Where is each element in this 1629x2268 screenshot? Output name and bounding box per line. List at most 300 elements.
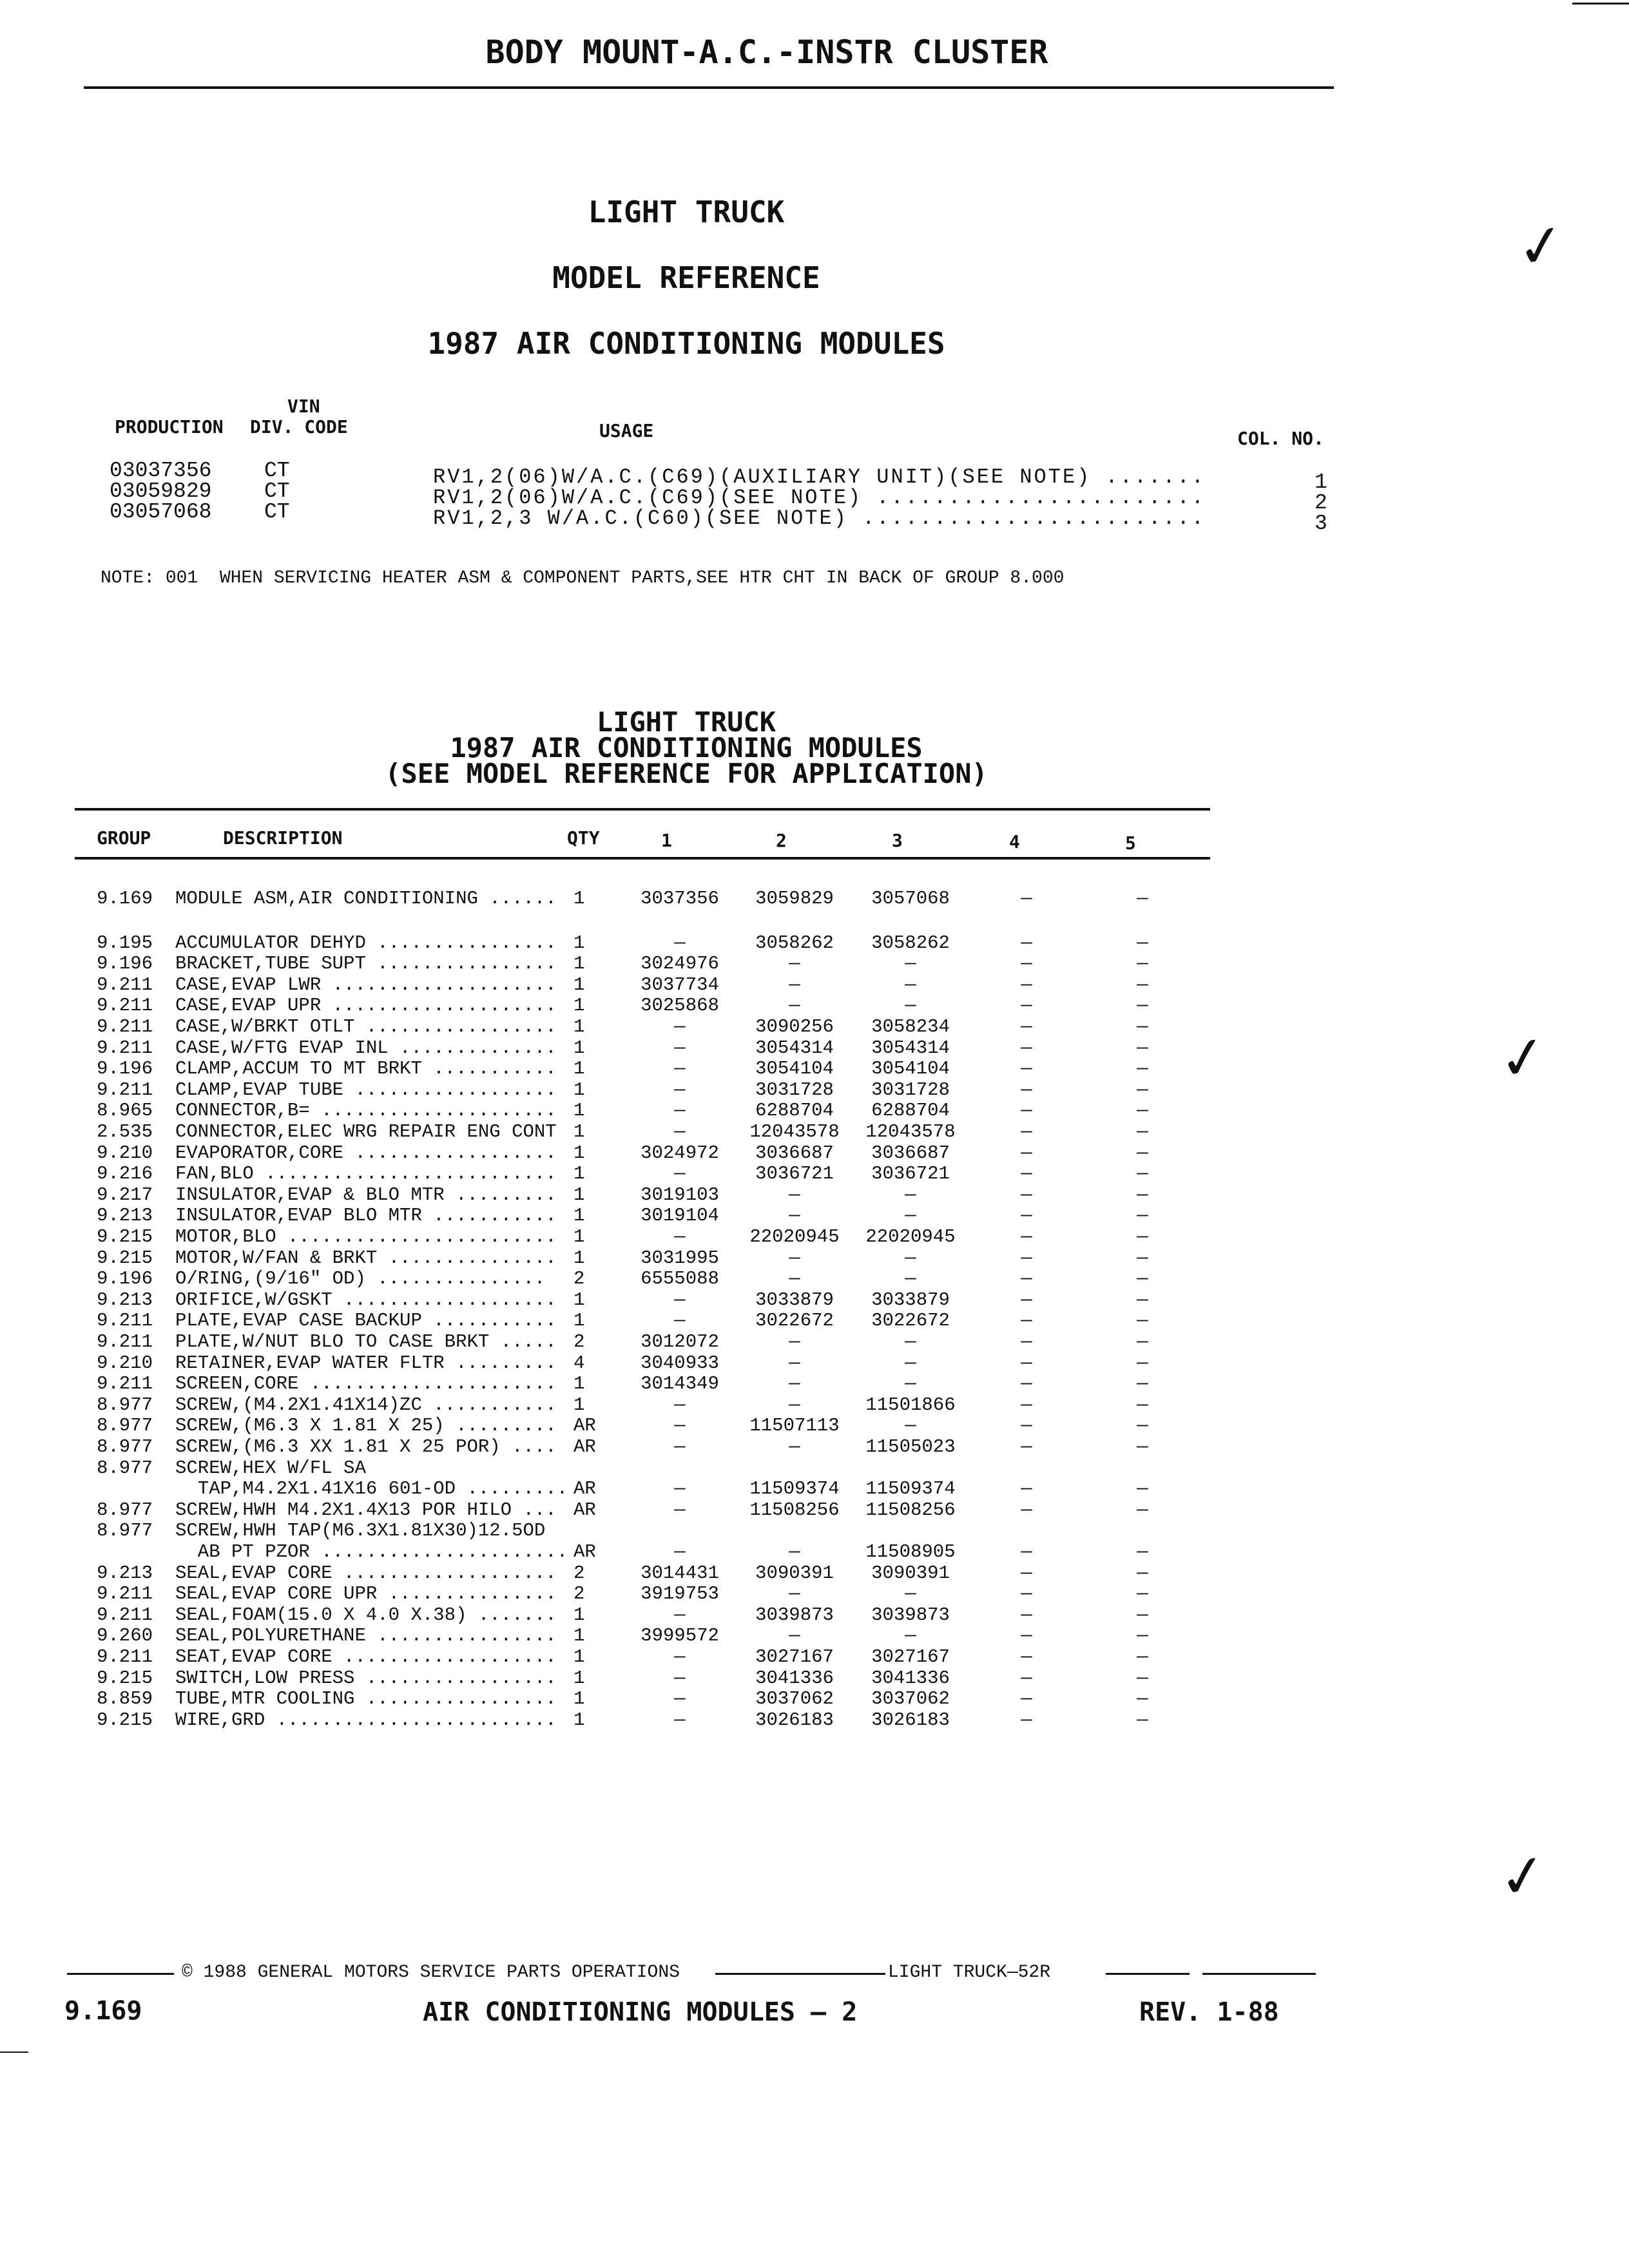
part-description: ORIFICE,W/GSKT ................... <box>175 1289 557 1311</box>
part-number-col-4: — <box>1021 1037 1032 1059</box>
part-number-col-2: 3059829 <box>755 888 834 909</box>
footer-rule-mid <box>715 1973 885 1975</box>
table-row <box>0 1184 1629 1206</box>
part-number-col-1: 3012072 <box>641 1331 719 1352</box>
part-number-col-3: — <box>905 1373 916 1395</box>
part-description: WIRE,GRD ......................... <box>175 1709 557 1731</box>
head-col-5: 5 <box>1125 832 1136 854</box>
part-number-col-4: — <box>1021 888 1032 909</box>
part-number-col-4: — <box>1021 1184 1032 1206</box>
col-head-col-no: COL. NO. <box>1237 428 1324 449</box>
part-number-col-5: — <box>1137 1709 1148 1731</box>
part-number-col-4: — <box>1021 1100 1032 1122</box>
part-number-col-3: 3026183 <box>871 1709 950 1731</box>
table-row <box>0 1436 1629 1457</box>
model-ref-note: NOTE: 001 WHEN SERVICING HEATER ASM & COMPONENT PARTS,SEE HTR CHT IN BACK OF GROUP 8.000 <box>101 568 1065 588</box>
part-number-col-1: 6555088 <box>641 1268 719 1290</box>
part-number-col-4: — <box>1021 1394 1032 1416</box>
part-number-col-4: — <box>1021 1016 1032 1037</box>
part-number-col-1: — <box>674 1310 686 1332</box>
part-number-col-4: — <box>1021 1436 1032 1457</box>
part-number-col-5: — <box>1137 1058 1148 1080</box>
table-row <box>0 1499 1629 1521</box>
footer-code: LIGHT TRUCK—52R <box>888 1963 1051 1983</box>
group-number: 9.216 <box>97 1163 153 1185</box>
part-number-col-5: — <box>1137 932 1148 954</box>
group-number: 9.196 <box>97 953 153 975</box>
part-description: SEAT,EVAP CORE ................... <box>175 1646 557 1667</box>
quantity: 1 <box>574 1394 585 1416</box>
part-description: CONNECTOR,ELEC WRG REPAIR ENG CONT <box>175 1121 557 1142</box>
group-number: 8.977 <box>97 1457 153 1479</box>
part-description: RETAINER,EVAP WATER FLTR ......... <box>175 1352 557 1374</box>
head-description: DESCRIPTION <box>223 827 343 849</box>
table-row <box>0 1415 1629 1436</box>
quantity: 1 <box>574 1646 585 1667</box>
part-number-col-1: — <box>674 1436 686 1457</box>
quantity: 4 <box>574 1352 585 1374</box>
table-row <box>0 1310 1629 1331</box>
group-number: 8.859 <box>97 1688 153 1710</box>
part-number-col-1: — <box>674 1226 686 1247</box>
part-number-col-1: 3919753 <box>641 1583 719 1605</box>
group-number: 2.535 <box>97 1121 153 1142</box>
quantity: 1 <box>574 1205 585 1227</box>
part-number-col-2: — <box>789 1625 800 1647</box>
part-number-col-1: 3014349 <box>641 1373 719 1395</box>
part-number-col-3: — <box>905 1331 916 1352</box>
table-row <box>0 932 1629 954</box>
part-number-col-2: — <box>789 1205 800 1227</box>
part-number-col-4: — <box>1021 953 1032 975</box>
part-number-col-5: — <box>1137 1100 1148 1122</box>
table-row <box>0 1289 1629 1311</box>
part-number-col-2: 3054314 <box>755 1037 834 1059</box>
part-number-col-3: 3036687 <box>871 1142 950 1164</box>
footer-group: 9.169 <box>64 1996 142 2026</box>
part-number-col-2: 11507113 <box>749 1415 840 1437</box>
part-number-col-5: — <box>1137 995 1148 1017</box>
quantity: 1 <box>574 1058 585 1080</box>
part-description: SCREW,(M6.3 X 1.81 X 25) ......... <box>175 1415 557 1437</box>
head-qty: QTY <box>567 827 600 849</box>
part-description: ACCUMULATOR DEHYD ................ <box>175 932 557 954</box>
part-number-col-3: 11508256 <box>865 1499 956 1521</box>
quantity: 2 <box>574 1583 585 1605</box>
part-number-col-5: — <box>1137 1625 1148 1647</box>
part-number-col-1: — <box>674 1478 686 1500</box>
part-number-col-5: — <box>1137 1205 1148 1227</box>
part-number-col-2: 11509374 <box>749 1478 840 1500</box>
part-description: MODULE ASM,AIR CONDITIONING ...... <box>175 888 557 909</box>
part-number-col-5: — <box>1137 953 1148 975</box>
part-description: INSULATOR,EVAP BLO MTR ........... <box>175 1205 557 1227</box>
part-number-col-4: — <box>1021 1604 1032 1626</box>
table-row <box>0 1268 1629 1289</box>
table-row <box>0 1121 1629 1142</box>
part-number-col-4: — <box>1021 1331 1032 1352</box>
part-description: MOTOR,BLO ........................ <box>175 1226 557 1247</box>
part-number-col-3: — <box>905 1625 916 1647</box>
div-code: CT <box>264 459 290 483</box>
part-description: PLATE,EVAP CASE BACKUP ........... <box>175 1310 557 1332</box>
part-number-col-2: 3033879 <box>755 1289 834 1311</box>
part-description: TAP,M4.2X1.41X16 601-OD ......... <box>175 1478 568 1500</box>
part-number-col-4: — <box>1021 1289 1032 1311</box>
group-number: 8.977 <box>97 1415 153 1437</box>
part-number-col-1: — <box>674 1037 686 1059</box>
part-number-col-1: — <box>674 1499 686 1521</box>
part-number-col-4: — <box>1021 1205 1032 1227</box>
head-col-3: 3 <box>892 830 903 851</box>
part-number-col-1: — <box>674 1415 686 1437</box>
part-number-col-4: — <box>1021 1226 1032 1247</box>
part-number-col-1: — <box>674 1688 686 1710</box>
part-number-col-1: 3999572 <box>641 1625 719 1647</box>
usage: RV1,2,3 W/A.C.(C60)(SEE NOTE) ........................ <box>433 506 1206 530</box>
part-description: CLAMP,ACCUM TO MT BRKT ........... <box>175 1058 557 1080</box>
table-row <box>0 1163 1629 1184</box>
group-number: 9.215 <box>97 1709 153 1731</box>
check-mark-icon: ✓ <box>1494 1021 1552 1095</box>
part-description: CASE,EVAP LWR .................... <box>175 974 557 995</box>
group-number: 9.213 <box>97 1562 153 1584</box>
part-number-col-3: 3058234 <box>871 1016 950 1037</box>
table-row <box>0 1352 1629 1374</box>
part-number-col-5: — <box>1137 1499 1148 1521</box>
footer-rule-right-1 <box>1106 1973 1190 1975</box>
part-number-col-3: — <box>905 1268 916 1290</box>
group-number: 9.211 <box>97 1583 153 1605</box>
part-number-col-3: 3033879 <box>871 1289 950 1311</box>
col-number: 1 <box>1315 470 1327 494</box>
part-number-col-5: — <box>1137 1289 1148 1311</box>
group-number: 9.196 <box>97 1058 153 1080</box>
table-row <box>0 1625 1629 1646</box>
part-number-col-5: — <box>1137 1121 1148 1142</box>
quantity: 1 <box>574 1310 585 1332</box>
quantity: 1 <box>574 1016 585 1037</box>
quantity: 1 <box>574 1100 585 1122</box>
parts-title-3: (SEE MODEL REFERENCE FOR APPLICATION) <box>385 758 988 789</box>
check-mark-icon: ✓ <box>1512 209 1570 284</box>
quantity: AR <box>574 1436 596 1457</box>
part-number-col-1: — <box>674 1016 686 1037</box>
part-description: MOTOR,W/FAN & BRKT ............... <box>175 1247 557 1269</box>
part-number-col-2: 3027167 <box>755 1646 834 1667</box>
model-ref-title-1: LIGHT TRUCK <box>588 195 785 229</box>
part-number-col-1: — <box>674 1604 686 1626</box>
part-number-col-3: — <box>905 974 916 995</box>
check-mark-icon: ✓ <box>1494 1840 1552 1914</box>
col-number: 3 <box>1315 512 1327 535</box>
part-number-col-1: — <box>674 1058 686 1080</box>
group-number: 9.217 <box>97 1184 153 1206</box>
quantity: 1 <box>574 888 585 909</box>
quantity: 1 <box>574 1688 585 1710</box>
part-number-col-4: — <box>1021 1541 1032 1562</box>
part-number-col-3: — <box>905 953 916 975</box>
group-number: 9.196 <box>97 1268 153 1290</box>
part-number-col-3: — <box>905 1415 916 1437</box>
part-number-col-5: — <box>1137 1226 1148 1247</box>
col-head-production: PRODUCTION <box>115 416 224 437</box>
part-number-col-2: — <box>789 974 800 995</box>
production-number: 03059829 <box>110 479 212 503</box>
model-ref-title-3: 1987 AIR CONDITIONING MODULES <box>427 326 945 361</box>
table-row <box>0 1394 1629 1416</box>
part-number-col-2: 3054104 <box>755 1058 834 1080</box>
table-row <box>0 995 1629 1016</box>
part-number-col-4: — <box>1021 1688 1032 1710</box>
part-number-col-4: — <box>1021 1415 1032 1437</box>
table-row <box>0 1709 1629 1731</box>
part-number-col-2: 3090256 <box>755 1016 834 1037</box>
table-row <box>0 1667 1629 1689</box>
part-number-col-4: — <box>1021 1667 1032 1689</box>
part-number-col-5: — <box>1137 974 1148 995</box>
group-number: 9.211 <box>97 995 153 1017</box>
part-number-col-5: — <box>1137 1037 1148 1059</box>
part-number-col-3: 3037062 <box>871 1688 950 1710</box>
model-ref-title-2: MODEL REFERENCE <box>552 260 820 295</box>
part-number-col-5: — <box>1137 1478 1148 1500</box>
part-description: CLAMP,EVAP TUBE .................. <box>175 1079 557 1100</box>
part-number-col-3: 3027167 <box>871 1646 950 1667</box>
parts-title-2: 1987 AIR CONDITIONING MODULES <box>450 732 923 764</box>
group-number: 9.211 <box>97 1079 153 1100</box>
head-col-1: 1 <box>661 830 672 851</box>
group-number: 9.211 <box>97 1604 153 1626</box>
group-number: 8.977 <box>97 1436 153 1457</box>
part-number-col-2: 3058262 <box>755 932 834 954</box>
usage: RV1,2(06)W/A.C.(C69)(AUXILIARY UNIT)(SEE NOTE) ....... <box>433 465 1206 489</box>
part-description: EVAPORATOR,CORE .................. <box>175 1142 557 1164</box>
quantity: AR <box>574 1541 596 1562</box>
part-number-col-4: — <box>1021 1121 1032 1142</box>
part-number-col-4: — <box>1021 1625 1032 1647</box>
footer-title: AIR CONDITIONING MODULES — 2 <box>423 1997 858 2027</box>
part-number-col-5: — <box>1137 1016 1148 1037</box>
part-number-col-2: — <box>789 1247 800 1269</box>
corner-mark <box>1572 3 1629 5</box>
part-number-col-3: 12043578 <box>865 1121 956 1142</box>
part-number-col-1: — <box>674 1121 686 1142</box>
part-number-col-5: — <box>1137 1352 1148 1374</box>
quantity: 1 <box>574 1163 585 1185</box>
table-row <box>0 1016 1629 1037</box>
table-row <box>0 1457 1629 1479</box>
part-number-col-4: — <box>1021 1142 1032 1164</box>
part-number-col-1: — <box>674 1394 686 1416</box>
part-description: SEAL,FOAM(15.0 X 4.0 X.38) ....... <box>175 1604 557 1626</box>
head-group: GROUP <box>97 827 151 849</box>
parts-title-1: LIGHT TRUCK <box>596 706 776 738</box>
quantity: 1 <box>574 995 585 1017</box>
part-number-col-3: 11501866 <box>865 1394 956 1416</box>
part-number-col-3: — <box>905 1205 916 1227</box>
usage: RV1,2(06)W/A.C.(C69)(SEE NOTE) ....................... <box>433 486 1206 510</box>
footer-rule-right-2 <box>1202 1973 1316 1975</box>
table-top-rule <box>75 808 1210 811</box>
part-description: SEAL,EVAP CORE UPR ............... <box>175 1583 557 1605</box>
quantity: 1 <box>574 1373 585 1395</box>
part-number-col-5: — <box>1137 888 1148 909</box>
part-number-col-2: — <box>789 995 800 1017</box>
col-head-div-code: DIV. CODE <box>250 416 348 437</box>
part-number-col-3: 11509374 <box>865 1478 956 1500</box>
part-number-col-1: 3031995 <box>641 1247 719 1269</box>
quantity: 1 <box>574 1667 585 1689</box>
group-number: 8.977 <box>97 1499 153 1521</box>
quantity: 2 <box>574 1331 585 1352</box>
group-number: 9.211 <box>97 1310 153 1332</box>
part-number-col-3: 3022672 <box>871 1310 950 1332</box>
part-number-col-1: — <box>674 1100 686 1122</box>
part-description: CONNECTOR,B= ..................... <box>175 1100 557 1122</box>
part-number-col-3: — <box>905 995 916 1017</box>
part-number-col-2: 22020945 <box>749 1226 840 1247</box>
part-number-col-5: — <box>1137 1142 1148 1164</box>
part-number-col-3: 3041336 <box>871 1667 950 1689</box>
part-description: FAN,BLO .......................... <box>175 1163 557 1185</box>
part-number-col-5: — <box>1137 1373 1148 1395</box>
quantity: 1 <box>574 974 585 995</box>
page-header-title: BODY MOUNT-A.C.-INSTR CLUSTER <box>485 34 1048 71</box>
part-number-col-2: — <box>789 1541 800 1562</box>
div-code: CT <box>264 479 290 503</box>
table-row <box>0 1331 1629 1352</box>
part-number-col-5: — <box>1137 1331 1148 1352</box>
part-number-col-4: — <box>1021 1646 1032 1667</box>
group-number: 9.215 <box>97 1226 153 1247</box>
part-number-col-4: — <box>1021 1499 1032 1521</box>
part-number-col-3: 11508905 <box>865 1541 956 1562</box>
part-description: AB PT PZOR ...................... <box>175 1541 568 1562</box>
part-number-col-1: 3019103 <box>641 1184 719 1206</box>
part-number-col-1: 3024976 <box>641 953 719 975</box>
div-code: CT <box>264 500 290 524</box>
group-number: 9.211 <box>97 1646 153 1667</box>
part-number-col-3: 6288704 <box>871 1100 950 1122</box>
table-row <box>0 1688 1629 1709</box>
part-number-col-2: — <box>789 1268 800 1290</box>
part-description: O/RING,(9/16" OD) ............... <box>175 1268 546 1290</box>
part-number-col-1: 3019104 <box>641 1205 719 1227</box>
quantity: 1 <box>574 953 585 975</box>
part-number-col-3: — <box>905 1583 916 1605</box>
col-head-usage: USAGE <box>599 420 654 441</box>
col-head-vin-top: VIN <box>287 396 320 417</box>
footer-copyright: © 1988 GENERAL MOTORS SERVICE PARTS OPERATIONS <box>182 1963 680 1983</box>
group-number: 9.169 <box>97 888 153 909</box>
part-description: SEAL,POLYURETHANE ................ <box>175 1625 557 1647</box>
quantity: 1 <box>574 1142 585 1164</box>
part-number-col-1: 3037356 <box>641 888 719 909</box>
part-number-col-4: — <box>1021 1352 1032 1374</box>
head-col-2: 2 <box>776 830 787 851</box>
part-description: SWITCH,LOW PRESS ................. <box>175 1667 557 1689</box>
part-number-col-5: — <box>1137 1583 1148 1605</box>
table-row <box>0 1247 1629 1269</box>
quantity: AR <box>574 1478 596 1500</box>
part-number-col-5: — <box>1137 1667 1148 1689</box>
part-number-col-1: 3040933 <box>641 1352 719 1374</box>
part-number-col-5: — <box>1137 1436 1148 1457</box>
quantity: 1 <box>574 1604 585 1626</box>
footer-rev: REV. 1-88 <box>1139 1997 1279 2027</box>
part-number-col-2: 12043578 <box>749 1121 840 1142</box>
table-row <box>0 1037 1629 1059</box>
part-number-col-1: 3024972 <box>641 1142 719 1164</box>
quantity: 1 <box>574 1247 585 1269</box>
table-row <box>0 1100 1629 1121</box>
part-number-col-1: 3037734 <box>641 974 719 995</box>
table-row <box>0 953 1629 974</box>
group-number: 9.211 <box>97 1331 153 1352</box>
group-number: 9.210 <box>97 1352 153 1374</box>
quantity: AR <box>574 1499 596 1521</box>
part-number-col-1: — <box>674 1289 686 1311</box>
part-description: PLATE,W/NUT BLO TO CASE BRKT ..... <box>175 1331 557 1352</box>
group-number: 9.211 <box>97 1016 153 1037</box>
group-number: 8.965 <box>97 1100 153 1122</box>
part-number-col-4: — <box>1021 1247 1032 1269</box>
table-row <box>0 1205 1629 1226</box>
table-row <box>0 1646 1629 1667</box>
part-number-col-4: — <box>1021 1268 1032 1290</box>
part-number-col-3: 22020945 <box>865 1226 956 1247</box>
part-number-col-5: — <box>1137 1247 1148 1269</box>
part-number-col-1: — <box>674 1667 686 1689</box>
part-number-col-1: — <box>674 1541 686 1562</box>
quantity: 1 <box>574 1121 585 1142</box>
group-number: 9.215 <box>97 1667 153 1689</box>
part-number-col-4: — <box>1021 1079 1032 1100</box>
part-number-col-2: 3039873 <box>755 1604 834 1626</box>
quantity: 2 <box>574 1268 585 1290</box>
part-number-col-4: — <box>1021 1583 1032 1605</box>
quantity: 1 <box>574 932 585 954</box>
part-number-col-4: — <box>1021 1373 1032 1395</box>
part-number-col-1: — <box>674 932 686 954</box>
part-number-col-5: — <box>1137 1079 1148 1100</box>
quantity: 1 <box>574 1184 585 1206</box>
group-number: 8.977 <box>97 1394 153 1416</box>
quantity: 2 <box>574 1562 585 1584</box>
part-number-col-5: — <box>1137 1268 1148 1290</box>
part-description: SCREW,(M6.3 XX 1.81 X 25 POR) .... <box>175 1436 557 1457</box>
part-number-col-2: — <box>789 1331 800 1352</box>
part-number-col-2: — <box>789 953 800 975</box>
part-description: BRACKET,TUBE SUPT ................ <box>175 953 557 975</box>
part-number-col-2: 3036721 <box>755 1163 834 1185</box>
table-row <box>0 1562 1629 1584</box>
part-number-col-2: — <box>789 1352 800 1374</box>
part-number-col-3: 3031728 <box>871 1079 950 1100</box>
footer-rule-left <box>67 1973 174 1975</box>
part-number-col-5: — <box>1137 1688 1148 1710</box>
part-number-col-3: 3058262 <box>871 932 950 954</box>
part-number-col-5: — <box>1137 1394 1148 1416</box>
part-number-col-1: 3014431 <box>641 1562 719 1584</box>
part-description: CASE,EVAP UPR .................... <box>175 995 557 1017</box>
part-description: SCREW,HWH M4.2X1.4X13 POR HILO ... <box>175 1499 557 1521</box>
part-number-col-2: 3026183 <box>755 1709 834 1731</box>
part-description: CASE,W/FTG EVAP INL .............. <box>175 1037 557 1059</box>
part-number-col-3: 3054104 <box>871 1058 950 1080</box>
group-number: 9.213 <box>97 1289 153 1311</box>
